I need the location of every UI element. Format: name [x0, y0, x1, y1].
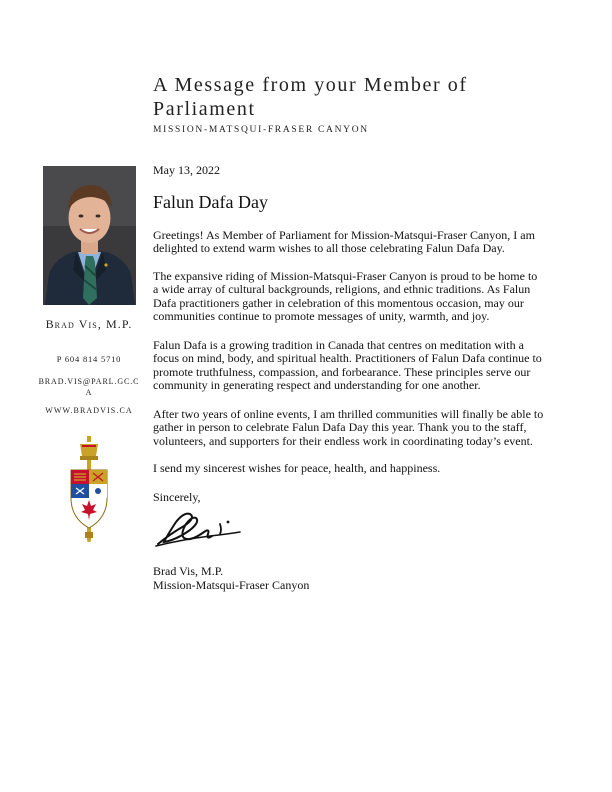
house-of-commons-crest-icon: [66, 436, 112, 542]
signer-name: Brad Vis, M.P.: [153, 564, 224, 578]
mp-portrait-photo: [43, 166, 136, 305]
letter-paragraph: Falun Dafa is a growing tradition in Canada that centres on meditation with a focus on mind, body, and spiritual health. Practitioners of Falun Dafa continue to promote truthfulness, compassion, and forbearance. These principles serve our community in generating respect and understanding for one another.: [153, 338, 542, 393]
letter-date: May 13, 2022: [153, 163, 220, 177]
letter-heading: Falun Dafa Day: [153, 192, 268, 212]
signer-riding: Mission-Matsqui-Fraser Canyon: [153, 578, 310, 592]
mp-website[interactable]: WWW.BRADVIS.CA: [45, 406, 133, 415]
letter-paragraph: I send my sincerest wishes for peace, health, and happiness.: [153, 461, 441, 475]
letter-paragraph: After two years of online events, I am thrilled communities will finally be able to gather in person to celebrate Falun Dafa Day this year. Thank you to the staff, volunteers, and supporters for their endless work in coordinating today’s event.: [153, 407, 544, 448]
handwritten-signature: [150, 504, 246, 550]
letter-closing: Sincerely,: [153, 490, 201, 504]
letter-paragraph: Greetings! As Member of Parliament for Mission-Matsqui-Fraser Canyon, I am delighted to extend warm wishes to all those celebrating Falun Dafa Day.: [153, 228, 535, 256]
letterhead-title: A Message from your Member of Parliament: [153, 74, 468, 120]
mp-email[interactable]: BRAD.VIS@PARL.GC.CA: [38, 377, 140, 397]
mp-name: Brad Vis, M.P.: [45, 317, 133, 331]
mp-phone: P 604 814 5710: [56, 354, 122, 364]
letterhead-riding: MISSION-MATSQUI-FRASER CANYON: [153, 125, 369, 135]
letter-paragraph: The expansive riding of Mission-Matsqui-Fraser Canyon is proud to be home to a wide array of cultural backgrounds, religions, and ethnic traditions. As Falun Dafa practitioners gather in celebration of this momentous occasion, may our communities continue to promote messages of unity, warmth, and joy.: [153, 269, 538, 324]
